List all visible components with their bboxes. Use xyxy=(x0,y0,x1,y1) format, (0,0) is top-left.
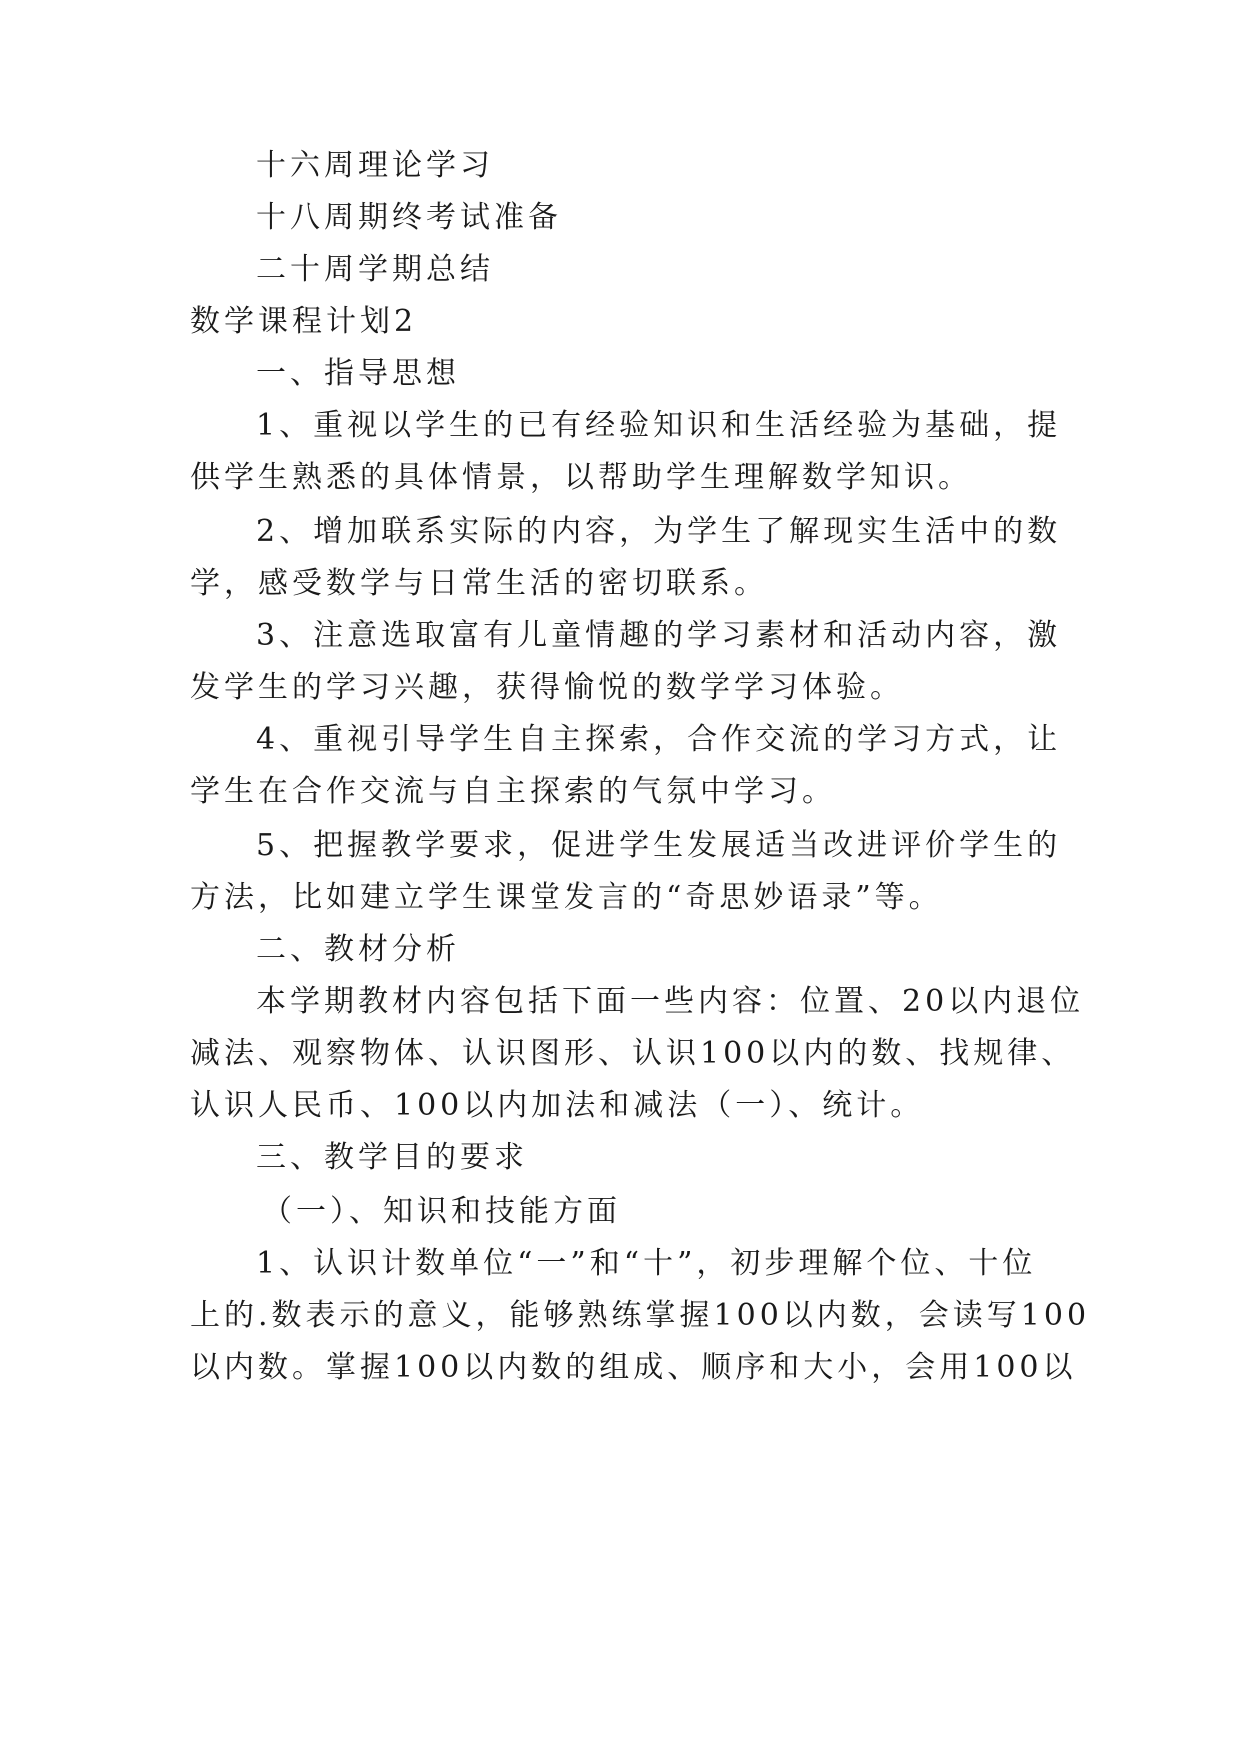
paragraph-line: 1、认识计数单位“一”和“十”，初步理解个位、十位 xyxy=(256,1246,1037,1281)
paragraph-line: 供学生熟悉的具体情景，以帮助学生理解数学知识。 xyxy=(190,460,972,495)
paragraph-line: 方法，比如建立学生课堂发言的“奇思妙语录”等。 xyxy=(190,880,943,915)
paragraph-line: 以内数。掌握100以内数的组成、顺序和大小，会用100以 xyxy=(190,1350,1077,1385)
subheading-knowledge-skills: （一）、知识和技能方面 xyxy=(262,1194,621,1229)
section-title: 数学课程计划2 xyxy=(190,304,418,339)
paragraph-line: 减法、观察物体、认识图形、认识100以内的数、找规律、 xyxy=(190,1036,1076,1071)
paragraph-line: 3、注意选取富有儿童情趣的学习素材和活动内容，激 xyxy=(256,618,1062,653)
paragraph-line: 2、增加联系实际的内容，为学生了解现实生活中的数 xyxy=(256,514,1062,549)
paragraph-line: 上的.数表示的意义，能够熟练掌握100以内数，会读写100 xyxy=(190,1298,1091,1333)
schedule-week-20: 二十周学期总结 xyxy=(256,252,494,287)
heading-textbook-analysis: 二、教材分析 xyxy=(256,932,460,967)
heading-guiding-ideas: 一、指导思想 xyxy=(256,356,460,391)
paragraph-line: 5、把握教学要求，促进学生发展适当改进评价学生的 xyxy=(256,828,1062,863)
schedule-week-16: 十六周理论学习 xyxy=(256,148,494,183)
paragraph-line: 1、重视以学生的已有经验知识和生活经验为基础，提 xyxy=(256,408,1062,443)
paragraph-line: 本学期教材内容包括下面一些内容：位置、20以内退位 xyxy=(256,984,1085,1019)
paragraph-line: 学，感受数学与日常生活的密切联系。 xyxy=(190,566,768,601)
paragraph-line: 发学生的学习兴趣，获得愉悦的数学学习体验。 xyxy=(190,670,904,705)
paragraph-line: 学生在合作交流与自主探索的气氛中学习。 xyxy=(190,774,836,809)
paragraph-line: 认识人民币、100以内加法和减法（一）、统计。 xyxy=(190,1088,925,1123)
paragraph-line: 4、重视引导学生自主探索，合作交流的学习方式，让 xyxy=(256,722,1062,757)
schedule-week-18: 十八周期终考试准备 xyxy=(256,200,562,235)
heading-teaching-goals: 三、教学目的要求 xyxy=(256,1140,528,1175)
